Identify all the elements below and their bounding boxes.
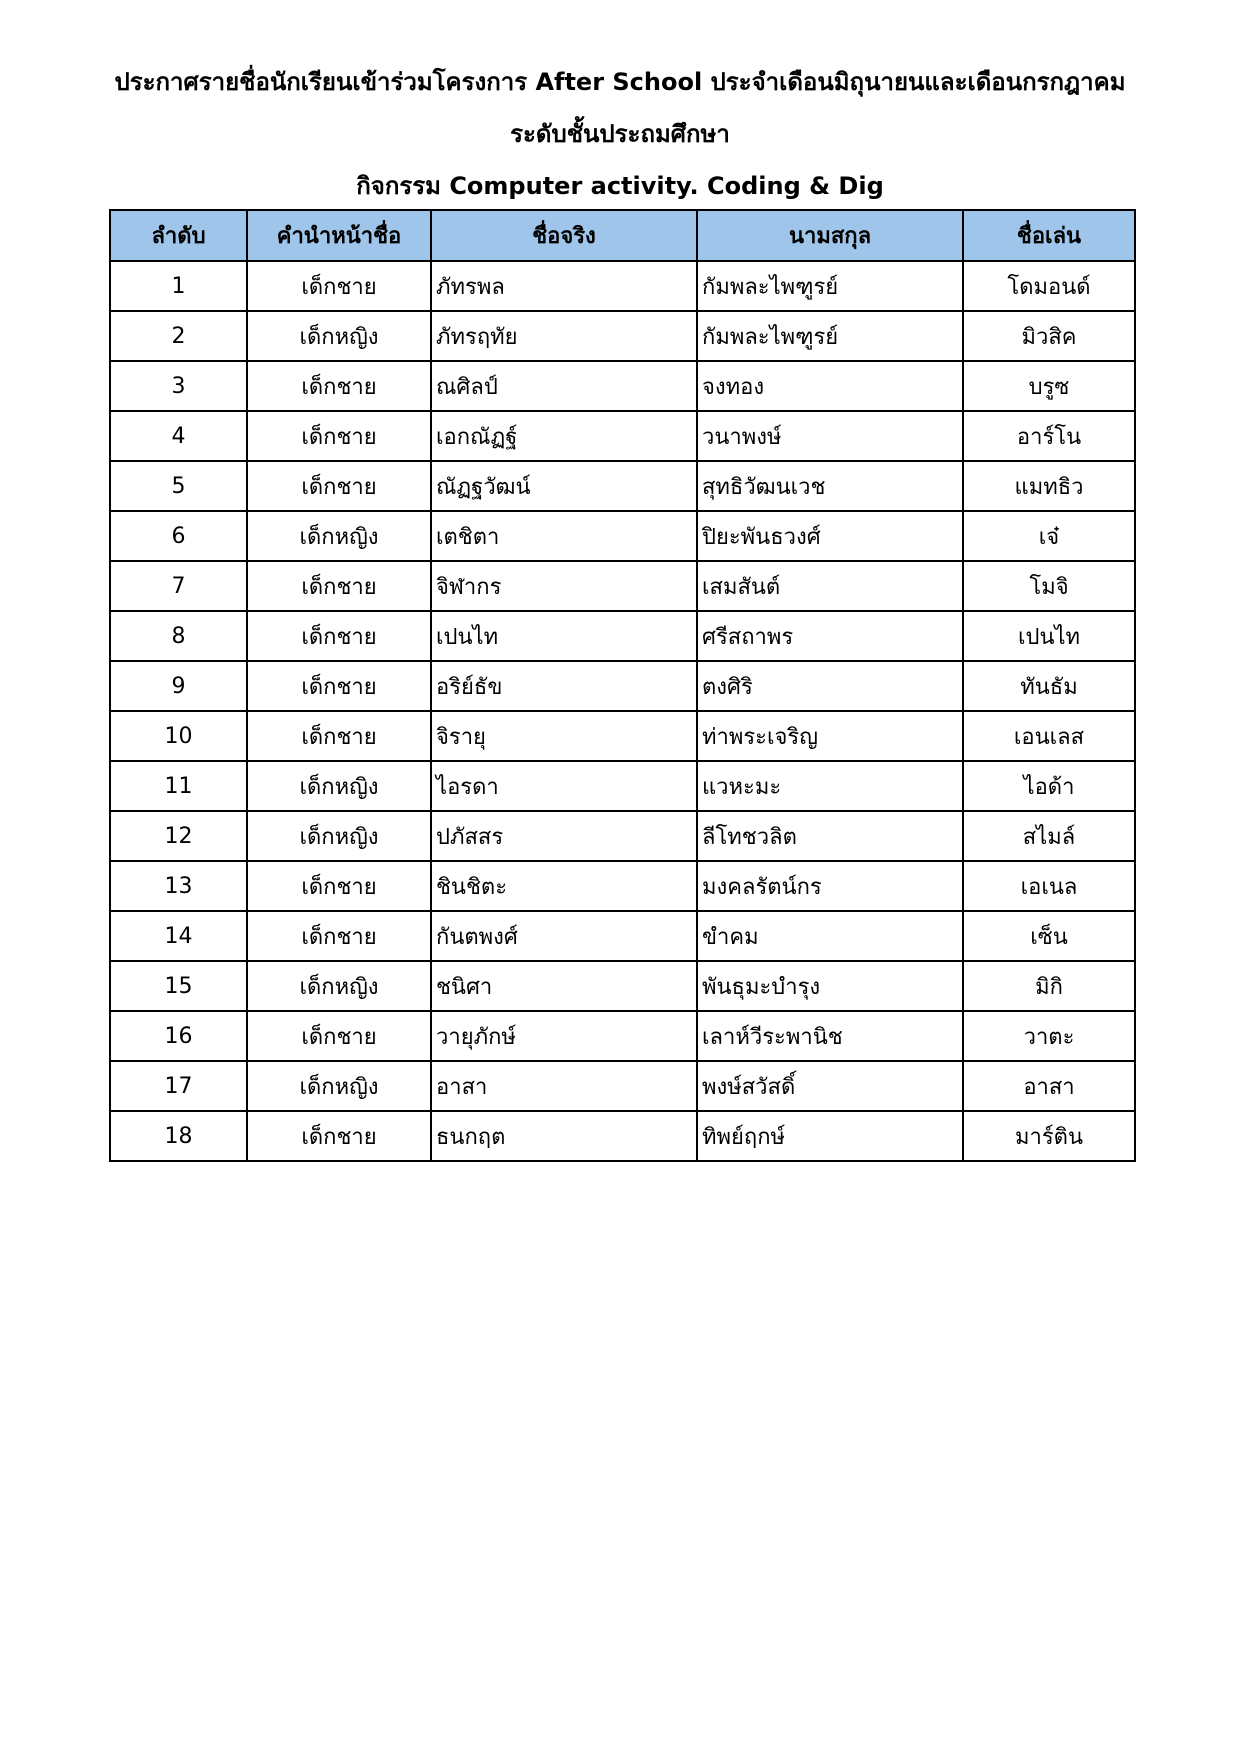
table-header xyxy=(110,210,1135,261)
cell-prefix: เด็กชาย xyxy=(247,911,431,961)
table-row xyxy=(110,961,1135,1011)
cell-nickname: มิกิ xyxy=(963,961,1135,1011)
cell-last-name: ศรีสถาพร xyxy=(697,611,963,661)
cell-nickname: วาตะ xyxy=(963,1011,1135,1061)
cell-prefix: เด็กหญิง xyxy=(247,761,431,811)
cell-last-name: จงทอง xyxy=(697,361,963,411)
cell-number: 13 xyxy=(110,861,247,911)
cell-nickname: อาสา xyxy=(963,1061,1135,1111)
cell-first-name: เปนไท xyxy=(431,611,697,661)
cell-nickname: เจ๋ xyxy=(963,511,1135,561)
cell-first-name: ชนิศา xyxy=(431,961,697,1011)
cell-number: 9 xyxy=(110,661,247,711)
table-row xyxy=(110,1061,1135,1111)
cell-number: 7 xyxy=(110,561,247,611)
cell-nickname: แมทธิว xyxy=(963,461,1135,511)
table-body xyxy=(110,261,1135,1161)
cell-prefix: เด็กชาย xyxy=(247,461,431,511)
cell-nickname: ทันธัม xyxy=(963,661,1135,711)
cell-first-name: ณัฏฐวัฒน์ xyxy=(431,461,697,511)
cell-nickname: โดมอนด์ xyxy=(963,261,1135,311)
cell-number: 8 xyxy=(110,611,247,661)
table-row xyxy=(110,611,1135,661)
cell-prefix: เด็กชาย xyxy=(247,611,431,661)
cell-prefix: เด็กหญิง xyxy=(247,961,431,1011)
cell-last-name: กัมพละไพฑูรย์ xyxy=(697,311,963,361)
table-row xyxy=(110,311,1135,361)
cell-prefix: เด็กชาย xyxy=(247,661,431,711)
table-row xyxy=(110,1011,1135,1061)
cell-nickname: มาร์ติน xyxy=(963,1111,1135,1161)
cell-last-name: เสมสันต์ xyxy=(697,561,963,611)
cell-nickname: เอเนล xyxy=(963,861,1135,911)
student-roster-table xyxy=(109,209,1136,1162)
cell-nickname: มิวสิค xyxy=(963,311,1135,361)
cell-prefix: เด็กหญิง xyxy=(247,1061,431,1111)
cell-prefix: เด็กชาย xyxy=(247,411,431,461)
cell-last-name: ปิยะพันธวงศ์ xyxy=(697,511,963,561)
cell-first-name: วายุภักษ์ xyxy=(431,1011,697,1061)
cell-number: 1 xyxy=(110,261,247,311)
cell-prefix: เด็กหญิง xyxy=(247,511,431,561)
cell-last-name: ลีโทชวลิต xyxy=(697,811,963,861)
cell-first-name: เอกณัฏฐ์ xyxy=(431,411,697,461)
cell-number: 4 xyxy=(110,411,247,461)
document-subtitle-level: ระดับชั้นประถมศึกษา xyxy=(510,120,730,148)
cell-first-name: ภัทรพล xyxy=(431,261,697,311)
column-header-prefix: คำนำหน้าชื่อ xyxy=(247,210,431,261)
cell-number: 14 xyxy=(110,911,247,961)
cell-nickname: เปนไท xyxy=(963,611,1135,661)
cell-last-name: มงคลรัตน์กร xyxy=(697,861,963,911)
table-row xyxy=(110,461,1135,511)
cell-number: 11 xyxy=(110,761,247,811)
cell-nickname: บรูซ xyxy=(963,361,1135,411)
table-row xyxy=(110,411,1135,461)
column-header-first-name: ชื่อจริง xyxy=(431,210,697,261)
cell-number: 18 xyxy=(110,1111,247,1161)
cell-first-name: ณศิลป์ xyxy=(431,361,697,411)
table-row xyxy=(110,1111,1135,1161)
cell-prefix: เด็กชาย xyxy=(247,361,431,411)
activity-name: กิจกรรม Computer activity. Coding & Dig xyxy=(356,172,884,200)
cell-first-name: ภัทรฤทัย xyxy=(431,311,697,361)
cell-last-name: แวหะมะ xyxy=(697,761,963,811)
cell-number: 5 xyxy=(110,461,247,511)
cell-number: 10 xyxy=(110,711,247,761)
cell-prefix: เด็กหญิง xyxy=(247,311,431,361)
cell-last-name: พันธุมะบำรุง xyxy=(697,961,963,1011)
cell-last-name: ขำคม xyxy=(697,911,963,961)
document-title: ประกาศรายชื่อนักเรียนเข้าร่วมโครงการ After School ประจำเดือนมิถุนายนและเดือนกรกฎาคม xyxy=(114,68,1126,96)
column-header-last-name: นามสกุล xyxy=(697,210,963,261)
cell-first-name: จิฬากร xyxy=(431,561,697,611)
cell-last-name: สุทธิวัฒนเวช xyxy=(697,461,963,511)
table-row xyxy=(110,711,1135,761)
cell-number: 17 xyxy=(110,1061,247,1111)
cell-first-name: ปภัสสร xyxy=(431,811,697,861)
cell-last-name: กัมพละไพฑูรย์ xyxy=(697,261,963,311)
document-subtitle-activity xyxy=(0,168,1240,204)
cell-last-name: ตงศิริ xyxy=(697,661,963,711)
cell-prefix: เด็กชาย xyxy=(247,1111,431,1161)
cell-number: 16 xyxy=(110,1011,247,1061)
table-header-row xyxy=(110,210,1135,261)
cell-number: 3 xyxy=(110,361,247,411)
table-row xyxy=(110,811,1135,861)
cell-number: 2 xyxy=(110,311,247,361)
column-header-nickname: ชื่อเล่น xyxy=(963,210,1135,261)
table-row xyxy=(110,561,1135,611)
cell-last-name: วนาพงษ์ xyxy=(697,411,963,461)
cell-last-name: ทิพย์ฤกษ์ xyxy=(697,1111,963,1161)
cell-prefix: เด็กชาย xyxy=(247,561,431,611)
cell-first-name: ธนกฤต xyxy=(431,1111,697,1161)
cell-last-name: เลาห์วีระพานิช xyxy=(697,1011,963,1061)
cell-number: 15 xyxy=(110,961,247,1011)
cell-prefix: เด็กชาย xyxy=(247,261,431,311)
cell-nickname: สไมล์ xyxy=(963,811,1135,861)
cell-nickname: อาร์โน xyxy=(963,411,1135,461)
table-row xyxy=(110,261,1135,311)
cell-first-name: อาสา xyxy=(431,1061,697,1111)
table-row xyxy=(110,911,1135,961)
table-row xyxy=(110,661,1135,711)
table-row xyxy=(110,361,1135,411)
cell-nickname: ไอด้า xyxy=(963,761,1135,811)
column-header-number: ลำดับ xyxy=(110,210,247,261)
cell-first-name: อริย์ธัข xyxy=(431,661,697,711)
cell-first-name: เตชิตา xyxy=(431,511,697,561)
table-row xyxy=(110,861,1135,911)
cell-first-name: จิรายุ xyxy=(431,711,697,761)
cell-prefix: เด็กหญิง xyxy=(247,811,431,861)
cell-prefix: เด็กชาย xyxy=(247,1011,431,1061)
cell-nickname: โมจิ xyxy=(963,561,1135,611)
cell-first-name: ชินชิตะ xyxy=(431,861,697,911)
table-row xyxy=(110,511,1135,561)
cell-prefix: เด็กชาย xyxy=(247,711,431,761)
cell-last-name: พงษ์สวัสดิ์ xyxy=(697,1061,963,1111)
cell-number: 12 xyxy=(110,811,247,861)
cell-last-name: ท่าพระเจริญ xyxy=(697,711,963,761)
cell-nickname: เอนเลส xyxy=(963,711,1135,761)
cell-first-name: ไอรดา xyxy=(431,761,697,811)
cell-number: 6 xyxy=(110,511,247,561)
cell-prefix: เด็กชาย xyxy=(247,861,431,911)
cell-first-name: กันตพงศ์ xyxy=(431,911,697,961)
table-row xyxy=(110,761,1135,811)
cell-nickname: เซ็น xyxy=(963,911,1135,961)
